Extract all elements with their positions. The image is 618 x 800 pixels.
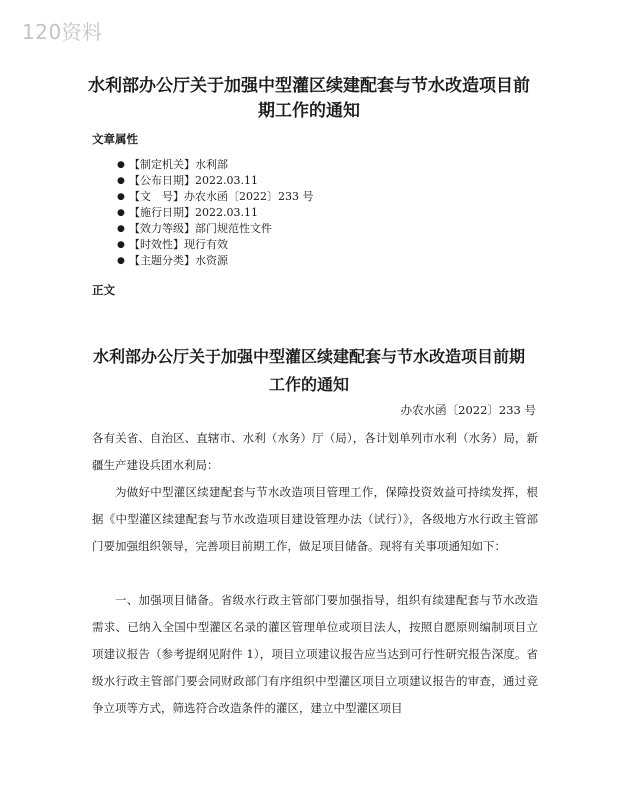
attribute-label: 【施行日期】 <box>129 206 195 219</box>
bullet-icon: ● <box>117 176 125 186</box>
body-title: 水利部办公厅关于加强中型灌区续建配套与节水改造项目前期工作的通知 <box>92 347 525 394</box>
addressee-paragraph: 各有关省、自治区、直辖市、水利（水务）厅（局），各计划单列市水利（水务）局，新疆生产建设兵团水利局： <box>92 431 538 472</box>
attributes-list <box>117 157 314 269</box>
document-number: 办农水函〔2022〕233 号 <box>400 403 536 417</box>
attribute-item <box>117 189 314 205</box>
attribute-value: 2022.03.11 <box>195 206 258 219</box>
attribute-label: 【公布日期】 <box>129 174 195 187</box>
body-heading: 正文 <box>92 283 115 297</box>
intro-paragraph: 为做好中型灌区续建配套与节水改造项目管理工作，保障投资效益可持续发挥，根据《中型灌区续建配套与节水改造项目建设管理办法（试行）》，各级地方水行政主管部门要加强组织领导，完善项目前期工作，做足项目储备。现将有关事项通知如下： <box>92 485 538 553</box>
section-one-paragraph: 一、加强项目储备。省级水行政主管部门要加强指导，组织有续建配套与节水改造需求、已纳入全国中型灌区名录的灌区管理单位或项目法人，按照自愿原则编制项目立项建议报告（参考提纲见附件 1），项目立项建议报告应当达到可行性研究报告深度。省级水行政主管部门要会同财政部门有序组织中型灌区项目立项建议报告的审查，通过竞争立项等方式，筛选符合改造条件的灌区，建立中型灌区项目 <box>92 593 538 715</box>
attribute-label: 【主题分类】 <box>129 254 195 267</box>
bullet-icon: ● <box>117 224 125 234</box>
attribute-value: 办农水函〔2022〕233 号 <box>184 190 314 203</box>
attribute-label: 【文 号】 <box>129 190 184 203</box>
attribute-item <box>117 253 314 269</box>
attributes-heading: 文章属性 <box>92 132 138 146</box>
attribute-item <box>117 205 314 221</box>
attribute-value: 部门规范性文件 <box>195 222 272 235</box>
attribute-value: 2022.03.11 <box>195 174 258 187</box>
attribute-value: 水资源 <box>195 254 228 267</box>
document-title: 水利部办公厅关于加强中型灌区续建配套与节水改造项目前期工作的通知 <box>88 76 530 121</box>
attribute-item <box>117 221 314 237</box>
bullet-icon: ● <box>117 256 125 266</box>
attribute-value: 现行有效 <box>184 238 228 251</box>
attribute-item <box>117 157 314 173</box>
attribute-label: 【时效性】 <box>129 238 184 251</box>
bullet-icon: ● <box>117 208 125 218</box>
bullet-icon: ● <box>117 240 125 250</box>
bullet-icon: ● <box>117 160 125 170</box>
attribute-label: 【制定机关】 <box>129 158 195 171</box>
attribute-item <box>117 173 314 189</box>
attribute-value: 水利部 <box>195 158 228 171</box>
watermark: 120资料 <box>22 20 103 44</box>
bullet-icon: ● <box>117 192 125 202</box>
attribute-label: 【效力等级】 <box>129 222 195 235</box>
attribute-item <box>117 237 314 253</box>
